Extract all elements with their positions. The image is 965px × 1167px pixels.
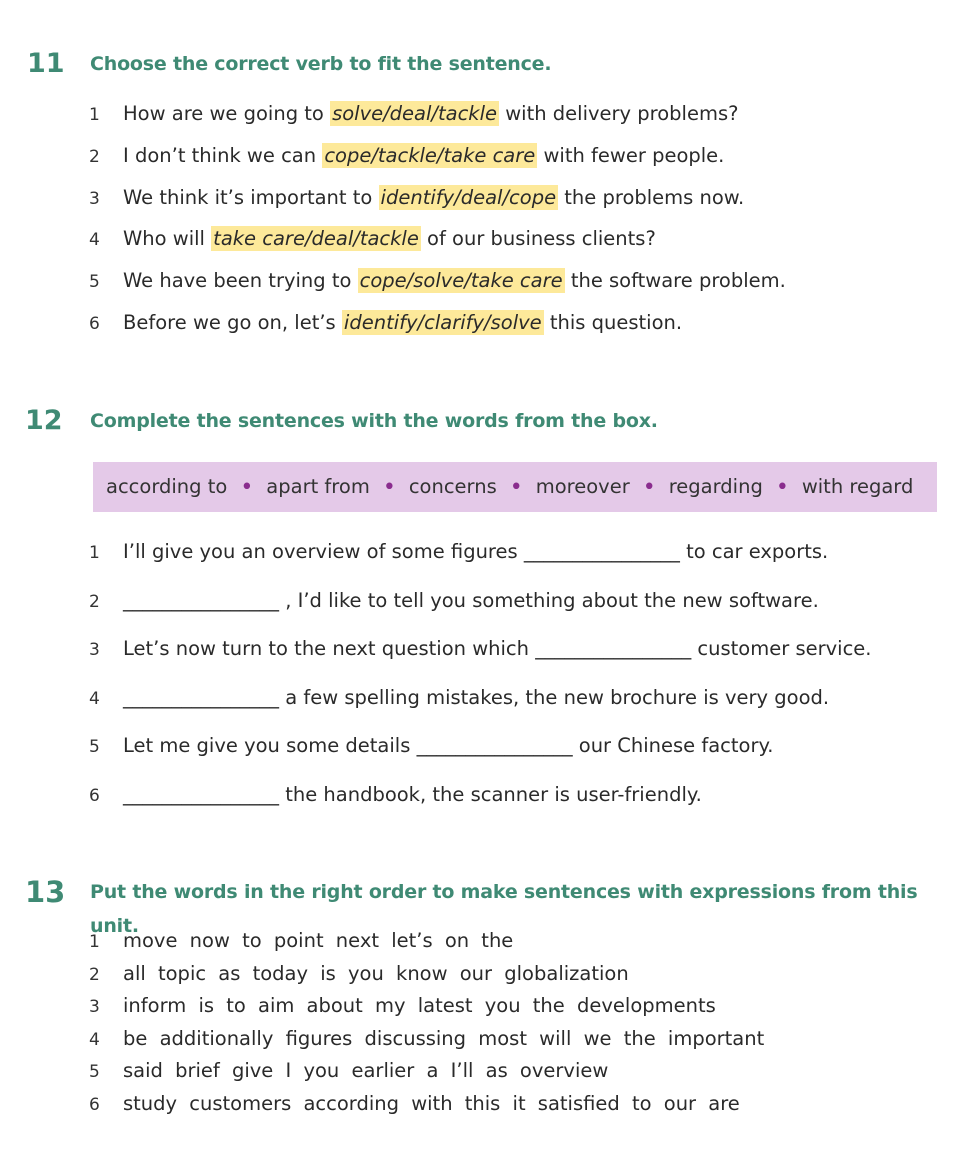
sentence: Before we go on, let’s identify/clarify/solve this question.	[123, 311, 683, 334]
item-number: 1	[89, 105, 100, 125]
list-item	[0, 586, 965, 616]
list-item	[0, 634, 965, 664]
answer-blank[interactable]: ________________	[123, 783, 279, 806]
sentence: Let’s now turn to the next question which ________________ customer service.	[123, 637, 872, 660]
bullet-icon: •	[509, 475, 523, 500]
word-option: according to	[106, 475, 228, 498]
item-number: 6	[89, 786, 100, 806]
sentence: We have been trying to cope/solve/take care the software problem.	[123, 269, 786, 292]
exercise-title: Choose the correct verb to fit the sentence.	[90, 53, 552, 75]
list-item	[0, 1089, 965, 1119]
list-item	[0, 224, 965, 254]
exercise-13-header	[0, 875, 965, 937]
exercise-number: 13	[25, 875, 66, 909]
list-item	[0, 1056, 965, 1086]
item-number: 5	[89, 737, 100, 757]
list-item	[0, 991, 965, 1021]
item-number: 5	[89, 272, 100, 292]
item-number: 6	[89, 1095, 100, 1115]
item-number: 4	[89, 689, 100, 709]
verb-options[interactable]: cope/solve/take care	[359, 269, 563, 292]
answer-blank[interactable]: ________________	[416, 734, 573, 757]
verb-options[interactable]: cope/tackle/take care	[324, 144, 536, 167]
jumbled-words: study customers according with this it satisfied to our are	[123, 1092, 740, 1115]
verb-options[interactable]: identify/deal/cope	[380, 186, 557, 209]
bullet-icon: •	[642, 475, 656, 500]
bullet-icon: •	[382, 475, 396, 500]
sentence: ________________ the handbook, the scanner is user-friendly.	[123, 783, 702, 806]
answer-blank[interactable]: ________________	[523, 540, 680, 563]
list-item	[0, 1024, 965, 1054]
item-number: 3	[89, 640, 100, 660]
item-number: 2	[89, 965, 100, 985]
verb-options[interactable]: take care/deal/tackle	[213, 227, 419, 250]
item-number: 3	[89, 997, 100, 1017]
list-item	[0, 308, 965, 338]
verb-options[interactable]: solve/deal/tackle	[332, 102, 498, 125]
jumbled-words: move now to point next let’s on the	[123, 929, 514, 952]
word-option: apart from	[266, 475, 370, 498]
list-item	[0, 731, 965, 761]
sentence: I’ll give you an overview of some figures ________________ to car exports.	[123, 540, 829, 563]
jumbled-words: all topic as today is you know our globalization	[123, 962, 629, 985]
word-option: regarding	[668, 475, 763, 498]
list-item	[0, 926, 965, 956]
exercise-title: Put the words in the right order to make sentences with expressions from this unit.	[90, 881, 918, 937]
sentence: Who will take care/deal/tackle of our business clients?	[123, 227, 656, 250]
list-item	[0, 537, 965, 567]
word-list	[106, 472, 913, 503]
item-number: 1	[89, 932, 100, 952]
answer-blank[interactable]: ________________	[123, 589, 279, 612]
item-number: 3	[89, 189, 100, 209]
sentence: ________________ a few spelling mistakes, the new brochure is very good.	[123, 686, 830, 709]
answer-blank[interactable]: ________________	[535, 637, 692, 660]
word-option: concerns	[408, 475, 497, 498]
item-number: 2	[89, 147, 100, 167]
jumbled-words: inform is to aim about my latest you the developments	[123, 994, 716, 1017]
item-number: 4	[89, 1030, 100, 1050]
sentence: ________________ , I’d like to tell you something about the new software.	[123, 589, 819, 612]
list-item	[0, 141, 965, 171]
sentence: We think it’s important to identify/deal/cope the problems now.	[123, 186, 745, 209]
exercise-12-header	[0, 404, 965, 438]
list-item	[0, 99, 965, 129]
item-number: 6	[89, 314, 100, 334]
sentence: I don’t think we can cope/tackle/take care with fewer people.	[123, 144, 725, 167]
list-item	[0, 266, 965, 296]
exercise-title: Complete the sentences with the words from the box.	[90, 410, 658, 432]
jumbled-words: said brief give I you earlier a I’ll as overview	[123, 1059, 609, 1082]
list-item	[0, 683, 965, 713]
verb-options[interactable]: identify/clarify/solve	[343, 311, 542, 334]
word-box	[93, 462, 937, 512]
answer-blank[interactable]: ________________	[123, 686, 279, 709]
item-number: 2	[89, 592, 100, 612]
list-item	[0, 183, 965, 213]
list-item	[0, 959, 965, 989]
jumbled-words: be additionally figures discussing most will we the important	[123, 1027, 765, 1050]
exercise-11-header	[0, 47, 965, 81]
exercise-number: 12	[25, 405, 63, 436]
bullet-icon: •	[775, 475, 789, 500]
exercise-number: 11	[27, 48, 65, 79]
item-number: 1	[89, 543, 100, 563]
bullet-icon: •	[240, 475, 254, 500]
item-number: 5	[89, 1062, 100, 1082]
item-number: 4	[89, 230, 100, 250]
sentence: Let me give you some details ________________ our Chinese factory.	[123, 734, 774, 757]
word-option: with regard	[801, 475, 914, 498]
list-item	[0, 780, 965, 810]
sentence: How are we going to solve/deal/tackle with delivery problems?	[123, 102, 739, 125]
word-option: moreover	[535, 475, 630, 498]
